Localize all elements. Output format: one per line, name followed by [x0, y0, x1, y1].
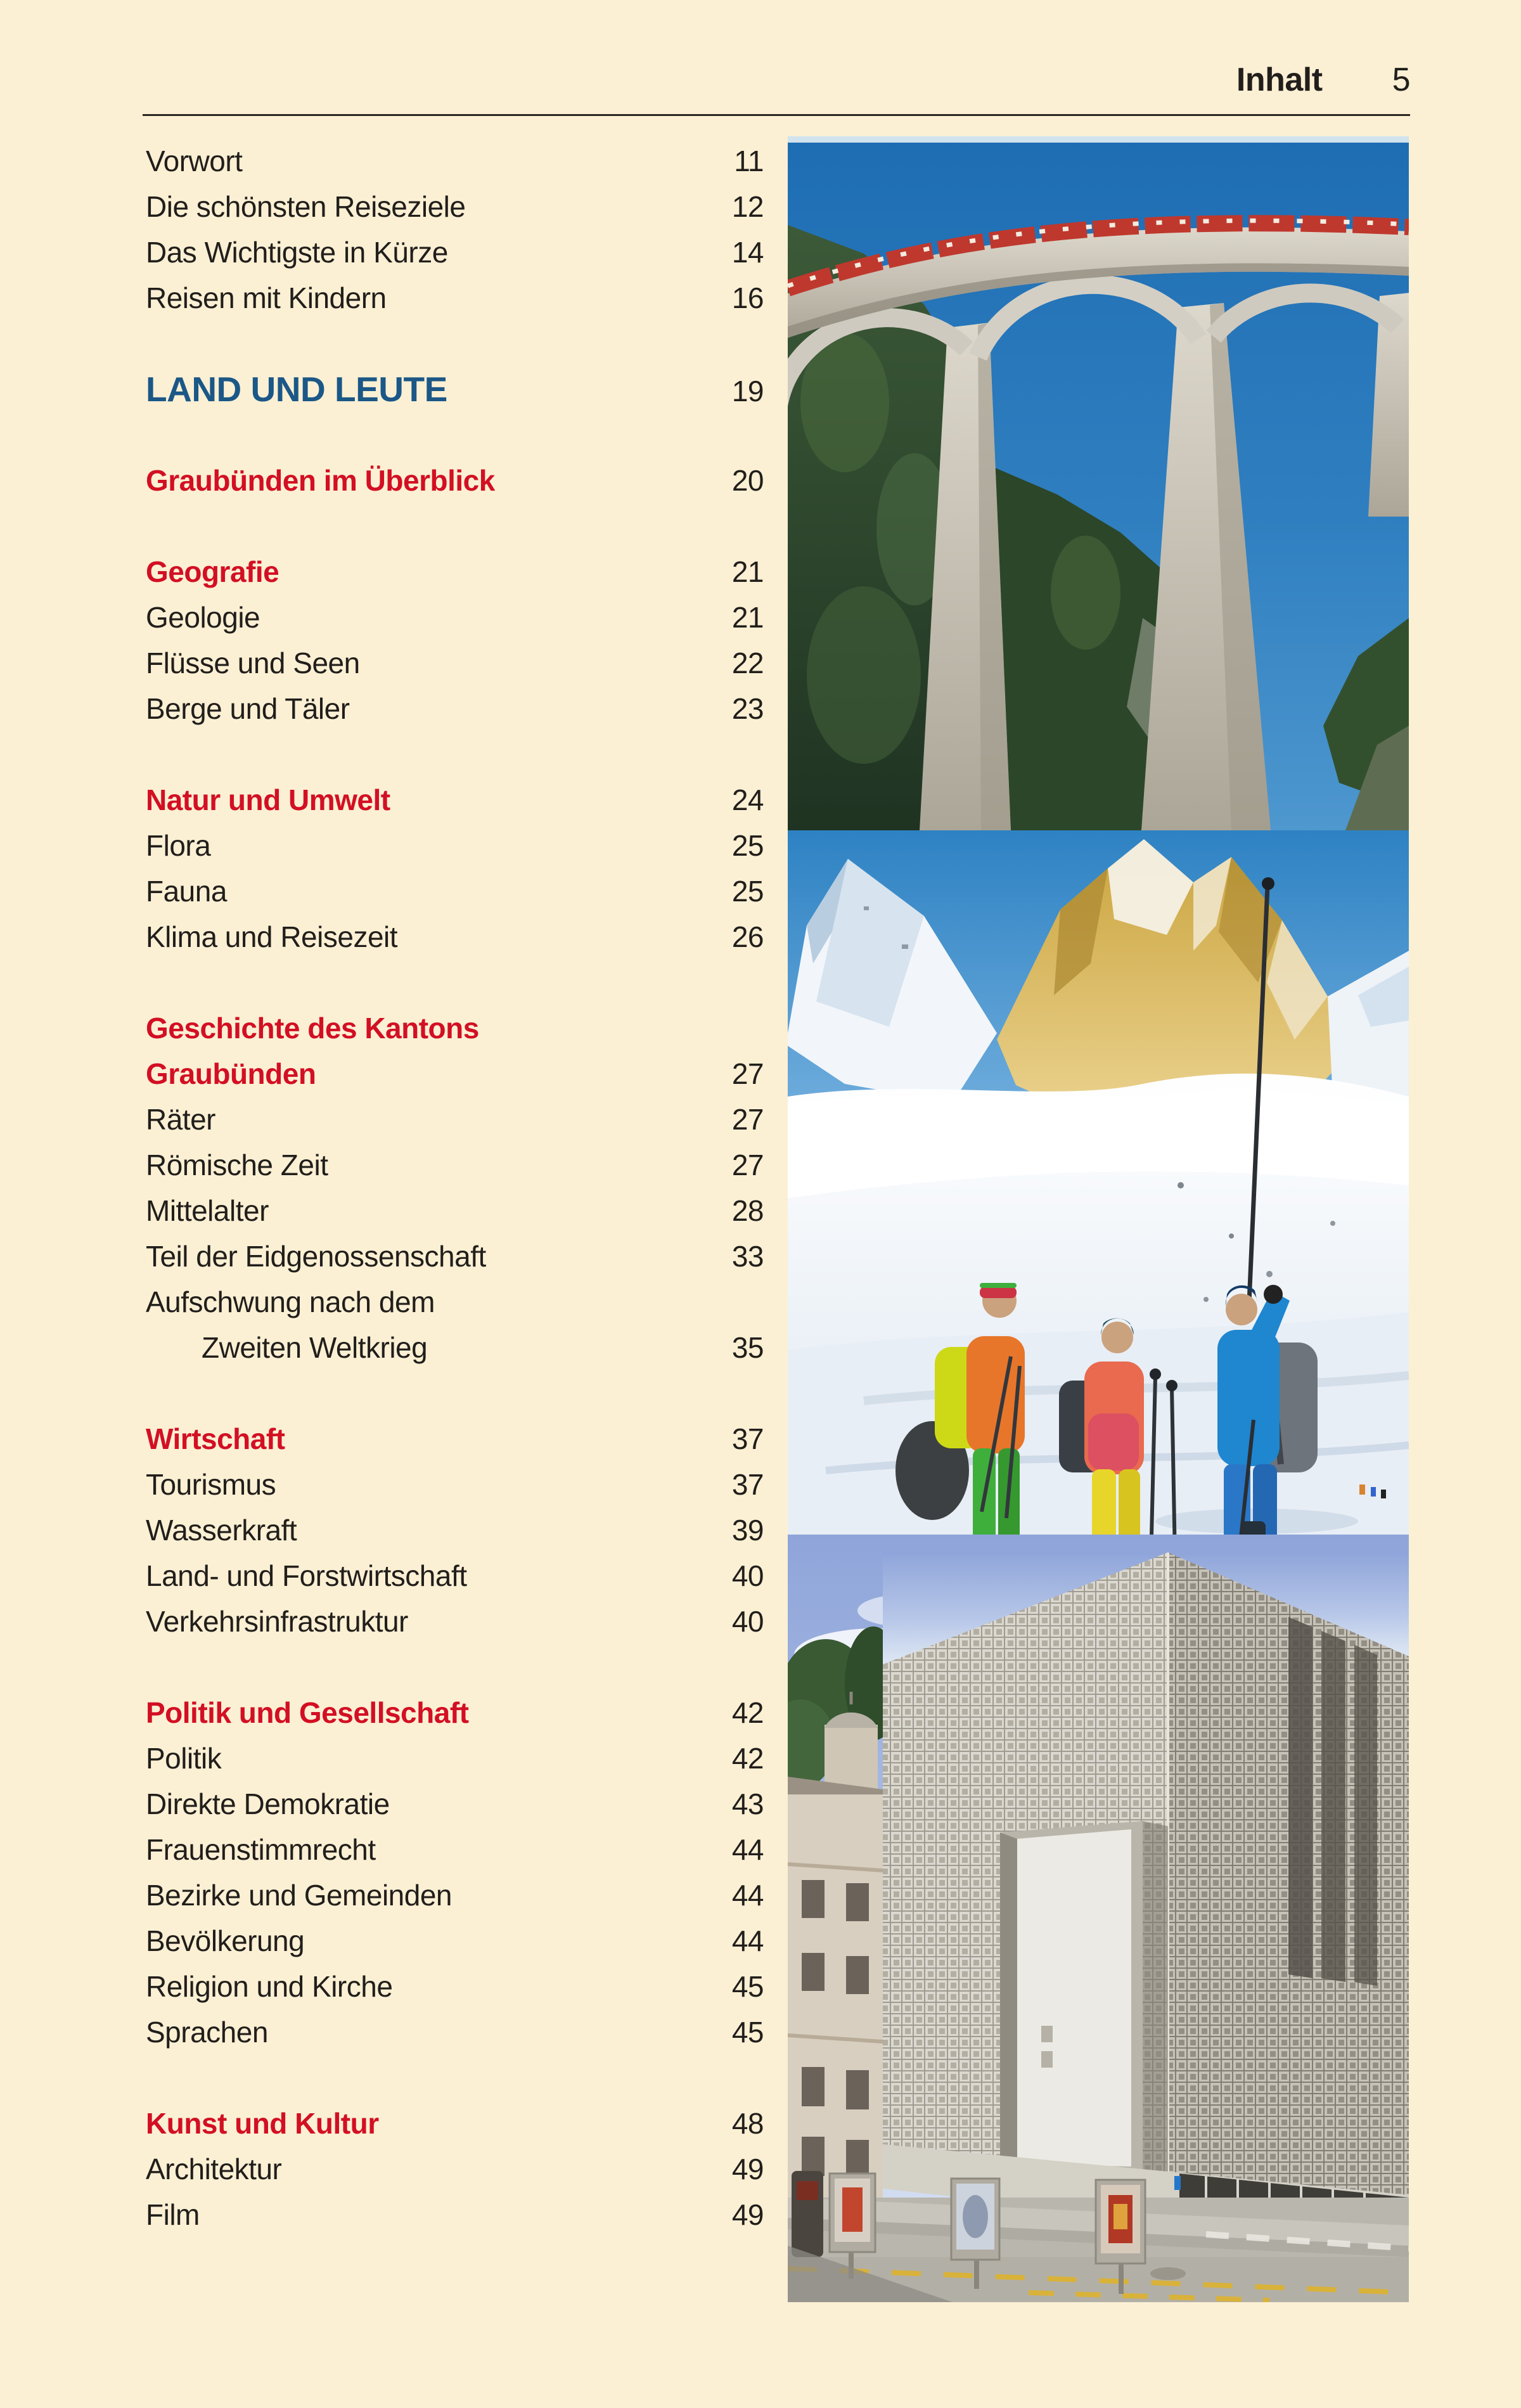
toc-entry-label: Natur und Umwelt [146, 783, 390, 816]
toc-row[interactable] [146, 1553, 764, 1599]
toc-entry-page: 27 [731, 1057, 764, 1090]
toc-entry-label: Verkehrsinfrastruktur [146, 1605, 408, 1638]
toc-entry-label: Flüsse und Seen [146, 647, 360, 679]
toc-entry-label: Römische Zeit [146, 1149, 328, 1181]
toc-entry-page: 37 [731, 1422, 764, 1455]
toc-entry-page: 27 [731, 1149, 764, 1181]
toc-row[interactable] [146, 1918, 764, 1964]
ski-tourers-golden-peak-photo [788, 830, 1409, 1535]
toc-row[interactable] [146, 1279, 764, 1325]
toc-entry-label: Bezirke und Gemeinden [146, 1879, 452, 1912]
toc-row[interactable] [146, 1827, 764, 1872]
toc-row[interactable] [146, 549, 764, 595]
toc-entry-label: Wirtschaft [146, 1422, 285, 1455]
toc-entry-page: 49 [731, 2198, 764, 2231]
page-header [143, 61, 1410, 99]
toc-entry-page: 40 [731, 1559, 764, 1592]
toc-entry-page: 23 [731, 692, 764, 725]
toc-row[interactable] [146, 275, 764, 321]
toc-entry-page: 25 [731, 829, 764, 862]
toc-row[interactable] [146, 229, 764, 275]
art-museum-building-photo [788, 1535, 1409, 2302]
toc-entry-page: 44 [731, 1924, 764, 1957]
toc-row[interactable] [146, 777, 764, 823]
toc-entry-label: Räter [146, 1103, 215, 1136]
toc-row[interactable] [146, 1781, 764, 1827]
toc-entry-label: Wasserkraft [146, 1514, 297, 1547]
toc-row[interactable] [146, 138, 764, 184]
toc-entry-label: Geografie [146, 555, 279, 588]
toc-row[interactable] [146, 640, 764, 686]
toc-entry-page: 33 [731, 1240, 764, 1273]
toc-entry-page: 25 [731, 875, 764, 908]
toc-entry-page: 44 [731, 1879, 764, 1912]
toc-entry-label: Religion und Kirche [146, 1970, 393, 2003]
toc-entry-page: 45 [731, 1970, 764, 2003]
toc-entry-label: Bevölkerung [146, 1924, 305, 1957]
toc-row[interactable] [146, 2009, 764, 2055]
toc-row[interactable] [146, 823, 764, 868]
toc-row[interactable] [146, 1462, 764, 1507]
toc-entry-label: Geschichte des Kantons [146, 1012, 479, 1045]
toc-entry-label: LAND UND LEUTE [146, 370, 447, 409]
toc-entry-label: Politik und Gesellschaft [146, 1696, 469, 1729]
toc-row[interactable] [146, 2146, 764, 2192]
toc-entry-label: Flora [146, 829, 211, 862]
photo-column [788, 136, 1409, 2302]
toc-row[interactable] [146, 868, 764, 914]
toc-row[interactable] [146, 686, 764, 731]
toc-entry-page: 12 [731, 190, 764, 223]
toc-entry-page: 35 [731, 1331, 764, 1364]
toc-entry-label: Kunst und Kultur [146, 2107, 379, 2140]
toc-row[interactable] [146, 2101, 764, 2146]
toc-entry-label: Land- und Forstwirtschaft [146, 1559, 467, 1592]
landwasser-viaduct-red-train-photo [788, 136, 1409, 830]
toc-entry-label: Graubünden [146, 1057, 316, 1090]
toc-entry-page: 44 [731, 1833, 764, 1866]
toc-entry-label: Zweiten Weltkrieg [202, 1331, 428, 1364]
toc-entry-label: Frauenstimmrecht [146, 1833, 376, 1866]
toc-row[interactable] [146, 1325, 764, 1370]
toc-entry-page: 42 [731, 1742, 764, 1775]
toc-entry-page: 27 [731, 1103, 764, 1136]
toc-entry-label: Sprachen [146, 2016, 268, 2049]
toc-entry-label: Tourismus [146, 1468, 276, 1501]
toc-entry-page: 19 [731, 375, 764, 408]
toc-row[interactable] [146, 1507, 764, 1553]
toc-entry-label: Mittelalter [146, 1194, 269, 1227]
toc-row[interactable] [146, 1097, 764, 1142]
toc-row[interactable] [146, 458, 764, 503]
toc-row[interactable] [146, 366, 764, 412]
toc-entry-label: Graubünden im Überblick [146, 464, 495, 497]
toc-entry-label: Das Wichtigste in Kürze [146, 236, 448, 269]
toc-entry-label: Direkte Demokratie [146, 1787, 390, 1820]
toc-entry-page: 40 [731, 1605, 764, 1638]
toc-row[interactable] [146, 1142, 764, 1188]
toc-entry-label: Aufschwung nach dem [146, 1285, 435, 1318]
toc-row[interactable] [146, 1735, 764, 1781]
toc-entry-page: 45 [731, 2016, 764, 2049]
toc-entry-label: Geologie [146, 601, 260, 634]
toc-row[interactable] [146, 2192, 764, 2237]
toc-entry-page: 11 [734, 145, 764, 177]
toc-row[interactable] [146, 1005, 764, 1051]
toc-row[interactable] [146, 1599, 764, 1644]
toc-row[interactable] [146, 1233, 764, 1279]
toc-entry-label: Berge und Täler [146, 692, 350, 725]
toc-row[interactable] [146, 1872, 764, 1918]
toc-entry-page: 43 [731, 1787, 764, 1820]
toc-entry-label: Klima und Reisezeit [146, 920, 398, 953]
toc-entry-label: Vorwort [146, 145, 243, 177]
toc-row[interactable] [146, 914, 764, 960]
toc-entry-label: Politik [146, 1742, 222, 1775]
toc-entry-page: 20 [731, 464, 764, 497]
toc-row[interactable] [146, 1051, 764, 1097]
toc-row[interactable] [146, 1690, 764, 1735]
toc-row[interactable] [146, 1416, 764, 1462]
toc-entry-label: Die schönsten Reiseziele [146, 190, 466, 223]
toc-entry-label: Fauna [146, 875, 227, 908]
toc-entry-page: 39 [731, 1514, 764, 1547]
header-rule [143, 114, 1410, 116]
toc-entry-page: 49 [731, 2153, 764, 2186]
toc-entry-page: 21 [731, 555, 764, 588]
page-title: Inhalt [1236, 61, 1323, 98]
toc-entry-page: 14 [731, 236, 764, 269]
toc-entry-page: 16 [731, 281, 764, 314]
toc-entry-page: 22 [731, 647, 764, 679]
page-number: 5 [1392, 61, 1410, 98]
toc-entry-page: 28 [731, 1194, 764, 1227]
toc-row[interactable] [146, 184, 764, 229]
toc-entry-page: 42 [731, 1696, 764, 1729]
toc-entry-label: Film [146, 2198, 200, 2231]
toc-list [146, 138, 764, 2237]
toc-entry-page: 24 [731, 783, 764, 816]
toc-entry-label: Teil der Eidgenossenschaft [146, 1240, 486, 1273]
toc-entry-label: Architektur [146, 2153, 282, 2186]
toc-entry-page: 48 [731, 2107, 764, 2140]
toc-row[interactable] [146, 1188, 764, 1233]
toc-row[interactable] [146, 595, 764, 640]
toc-entry-page: 37 [731, 1468, 764, 1501]
toc-row[interactable] [146, 1964, 764, 2009]
toc-entry-page: 26 [731, 920, 764, 953]
toc-entry-page: 21 [731, 601, 764, 634]
toc-entry-label: Reisen mit Kindern [146, 281, 387, 314]
